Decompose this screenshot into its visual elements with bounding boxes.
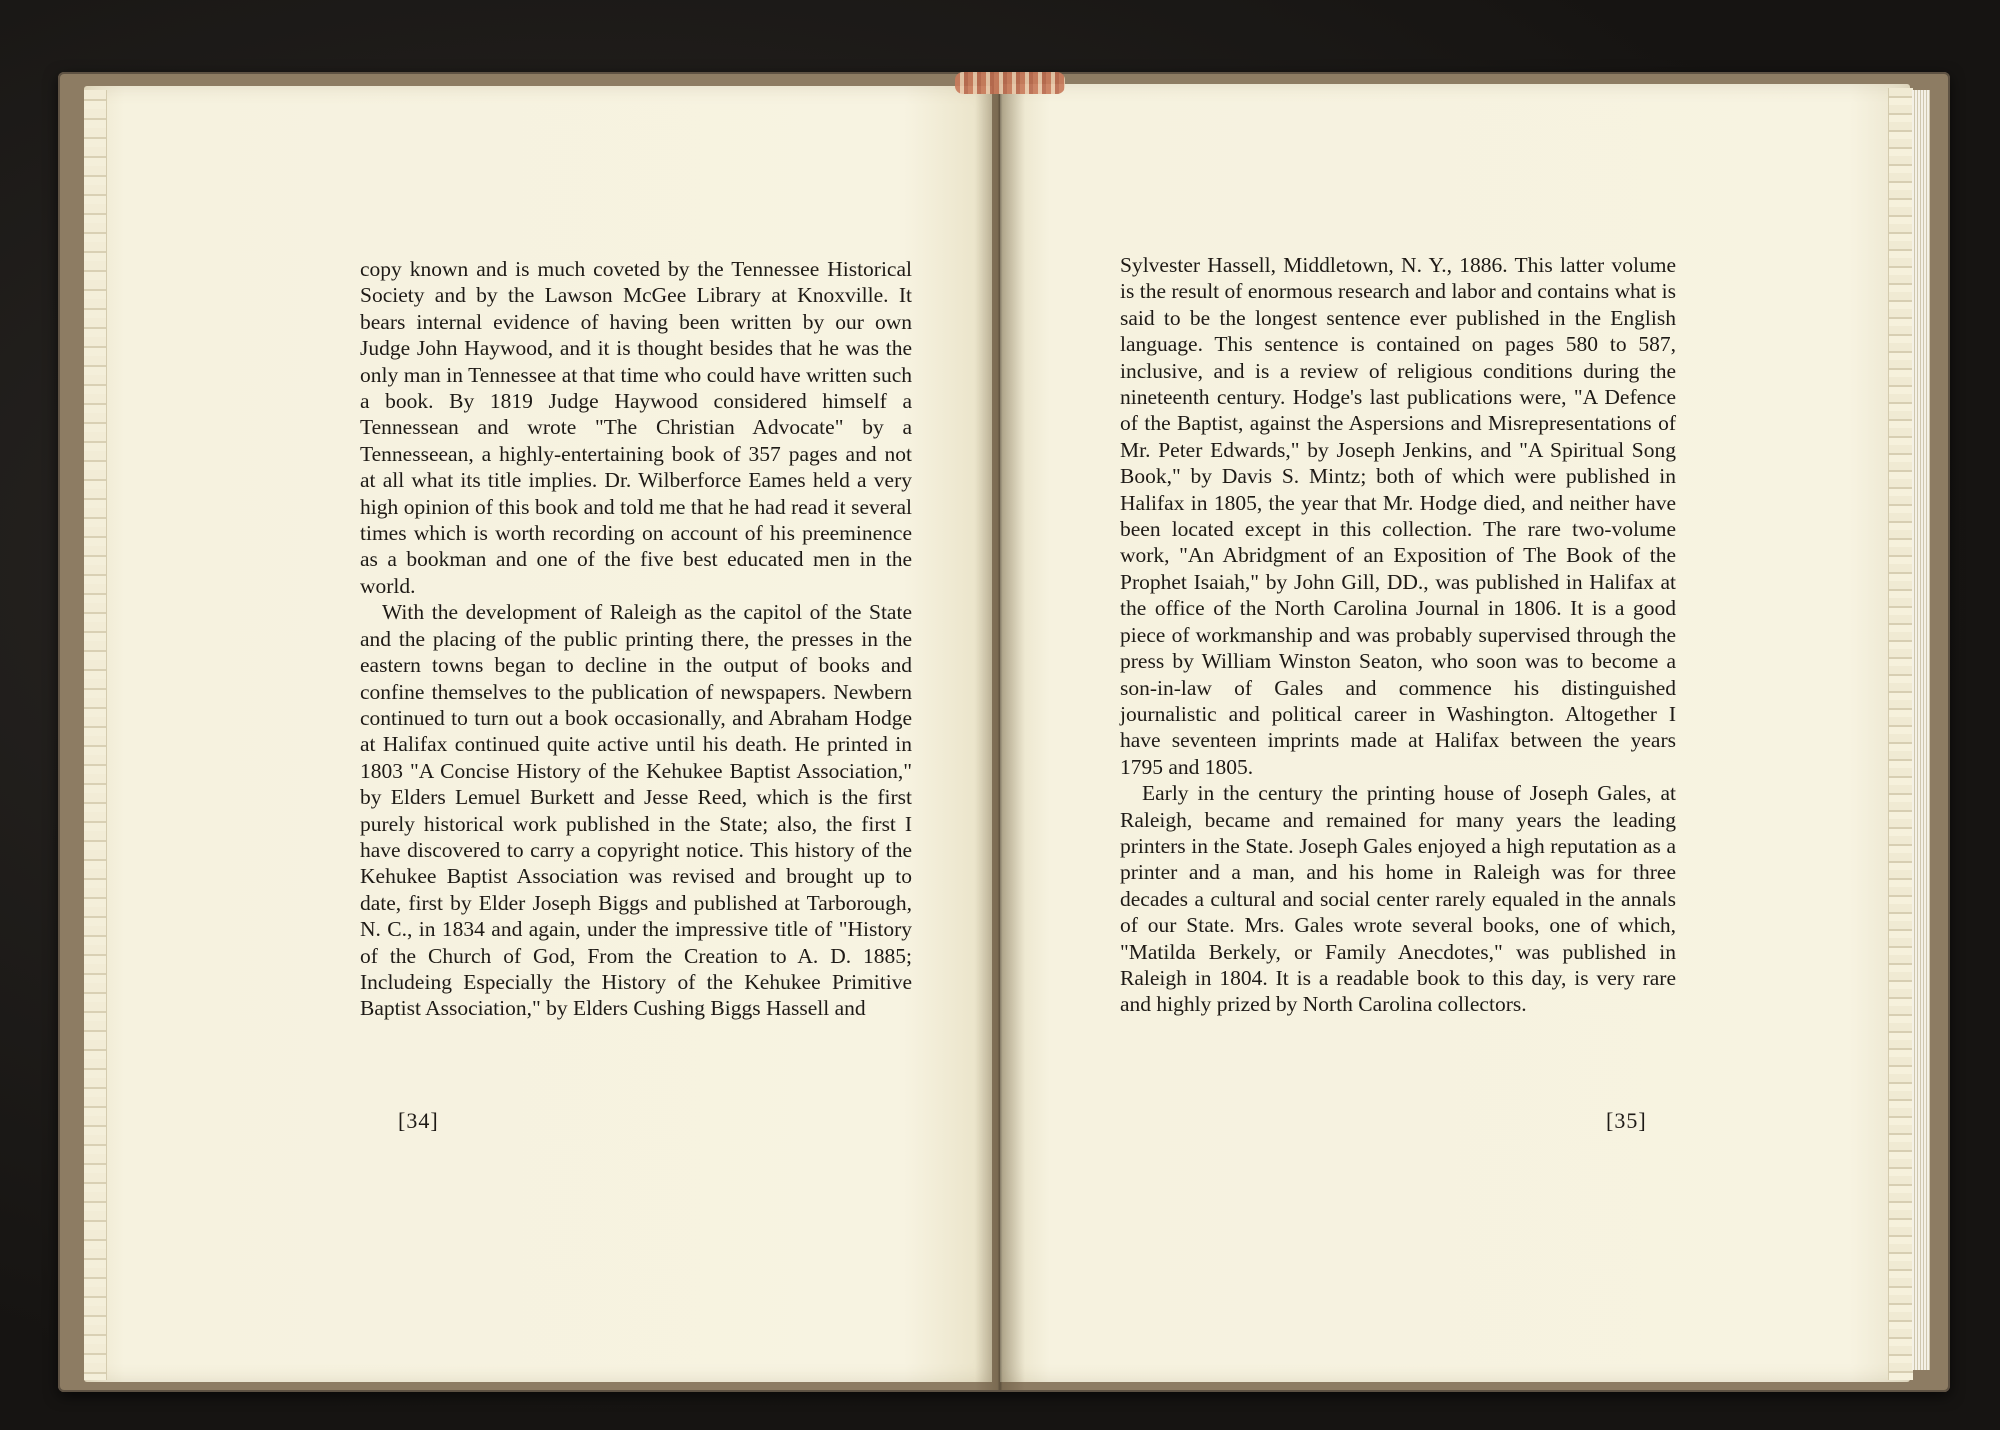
left-page-text xyxy=(360,256,912,1022)
right-page-number: [35] xyxy=(1606,1108,1647,1133)
headband xyxy=(955,72,1065,94)
right-page-deckle-edge xyxy=(1888,88,1913,1380)
book-gutter xyxy=(975,80,1025,1390)
left-paragraph-2: With the development of Raleigh as the capitol of the State and the placing of the public printing there, the presses in the eastern towns began to decline in the output of books and confine themselves to the publication of newspapers. Newbern continued to turn out a book occasionally, and Abraham Hodge at Halifax continued quite active until his death. He printed in 1803 "A Concise History of the Kehukee Baptist Association," by Elders Lemuel Burkett and Jesse Reed, which is the first purely historical work published in the State; also, the first I have discovered to carry a copyright notice. This history of the Kehukee Baptist Association was revised and brought up to date, first by Elder Joseph Biggs and published at Tarborough, N. C., in 1834 and again, under the impressive title of "History of the Church of God, From the Creation to A. D. 1885; Includeing Especially the History of the Kehukee Primitive Baptist Association," by Elders Cushing Biggs Hassell and xyxy=(360,600,912,1021)
right-page-text xyxy=(1120,252,1676,1018)
left-page-deckle-edge xyxy=(84,90,107,1380)
page-edge-stack xyxy=(1912,90,1930,1370)
right-paragraph-2: Early in the century the printing house of Joseph Gales, at Raleigh, became and remained for many years the leading printers in the State. Joseph Gales enjoyed a high reputation as a printer and a man, and his home in Raleigh was for three decades a cultural and social center rarely equaled in the annals of our State. Mrs. Gales wrote several books, one of which, "Matilda Berkely, or Family Anecdotes," was published in Raleigh in 1804. It is a readable book to this day, is very rare and highly prized by North Carolina collectors. xyxy=(1120,781,1676,1017)
left-page-number: [34] xyxy=(398,1108,439,1133)
left-paragraph-1: copy known and is much coveted by the Tennessee Historical Society and by the Lawson McGee Library at Knoxville. It bears internal evidence of having been written by our own Judge John Haywood, and it is thought besides that he was the only man in Tennessee at that time who could have written such a book. By 1819 Judge Haywood considered himself a Tennessean and wrote "The Christian Advocate" by a Tennesseean, a highly-entertaining book of 357 pages and not at all what its title implies. Dr. Wilberforce Eames held a very high opinion of this book and told me that he had read it several times which is worth recording on account of his preeminence as a bookman and one of the five best educated men in the world. xyxy=(360,257,912,598)
right-paragraph-1: Sylvester Hassell, Middletown, N. Y., 1886. This latter volume is the result of enormous research and labor and contains what is said to be the longest sentence ever published in the English language. This sentence is contained on pages 580 to 587, inclusive, and is a review of religious conditions during the nineteenth century. Hodge's last publications were, "A Defence of the Baptist, against the Aspersions and Misrepresentations of Mr. Peter Edwards," by Joseph Jenkins, and "A Spiritual Song Book," by Davis S. Mintz; both of which were published in Halifax in 1805, the year that Mr. Hodge died, and neither have been located except in this collection. The rare two-volume work, "An Abridgment of an Exposition of The Book of the Prophet Isaiah," by John Gill, DD., was published in Halifax at the office of the North Carolina Journal in 1806. It is a good piece of workmanship and was probably supervised through the press by William Winston Seaton, who soon was to become a son-in-law of Gales and commence his distinguished journalistic and political career in Washington. Altogether I have seventeen imprints made at Halifax between the years 1795 and 1805. xyxy=(1120,253,1676,779)
